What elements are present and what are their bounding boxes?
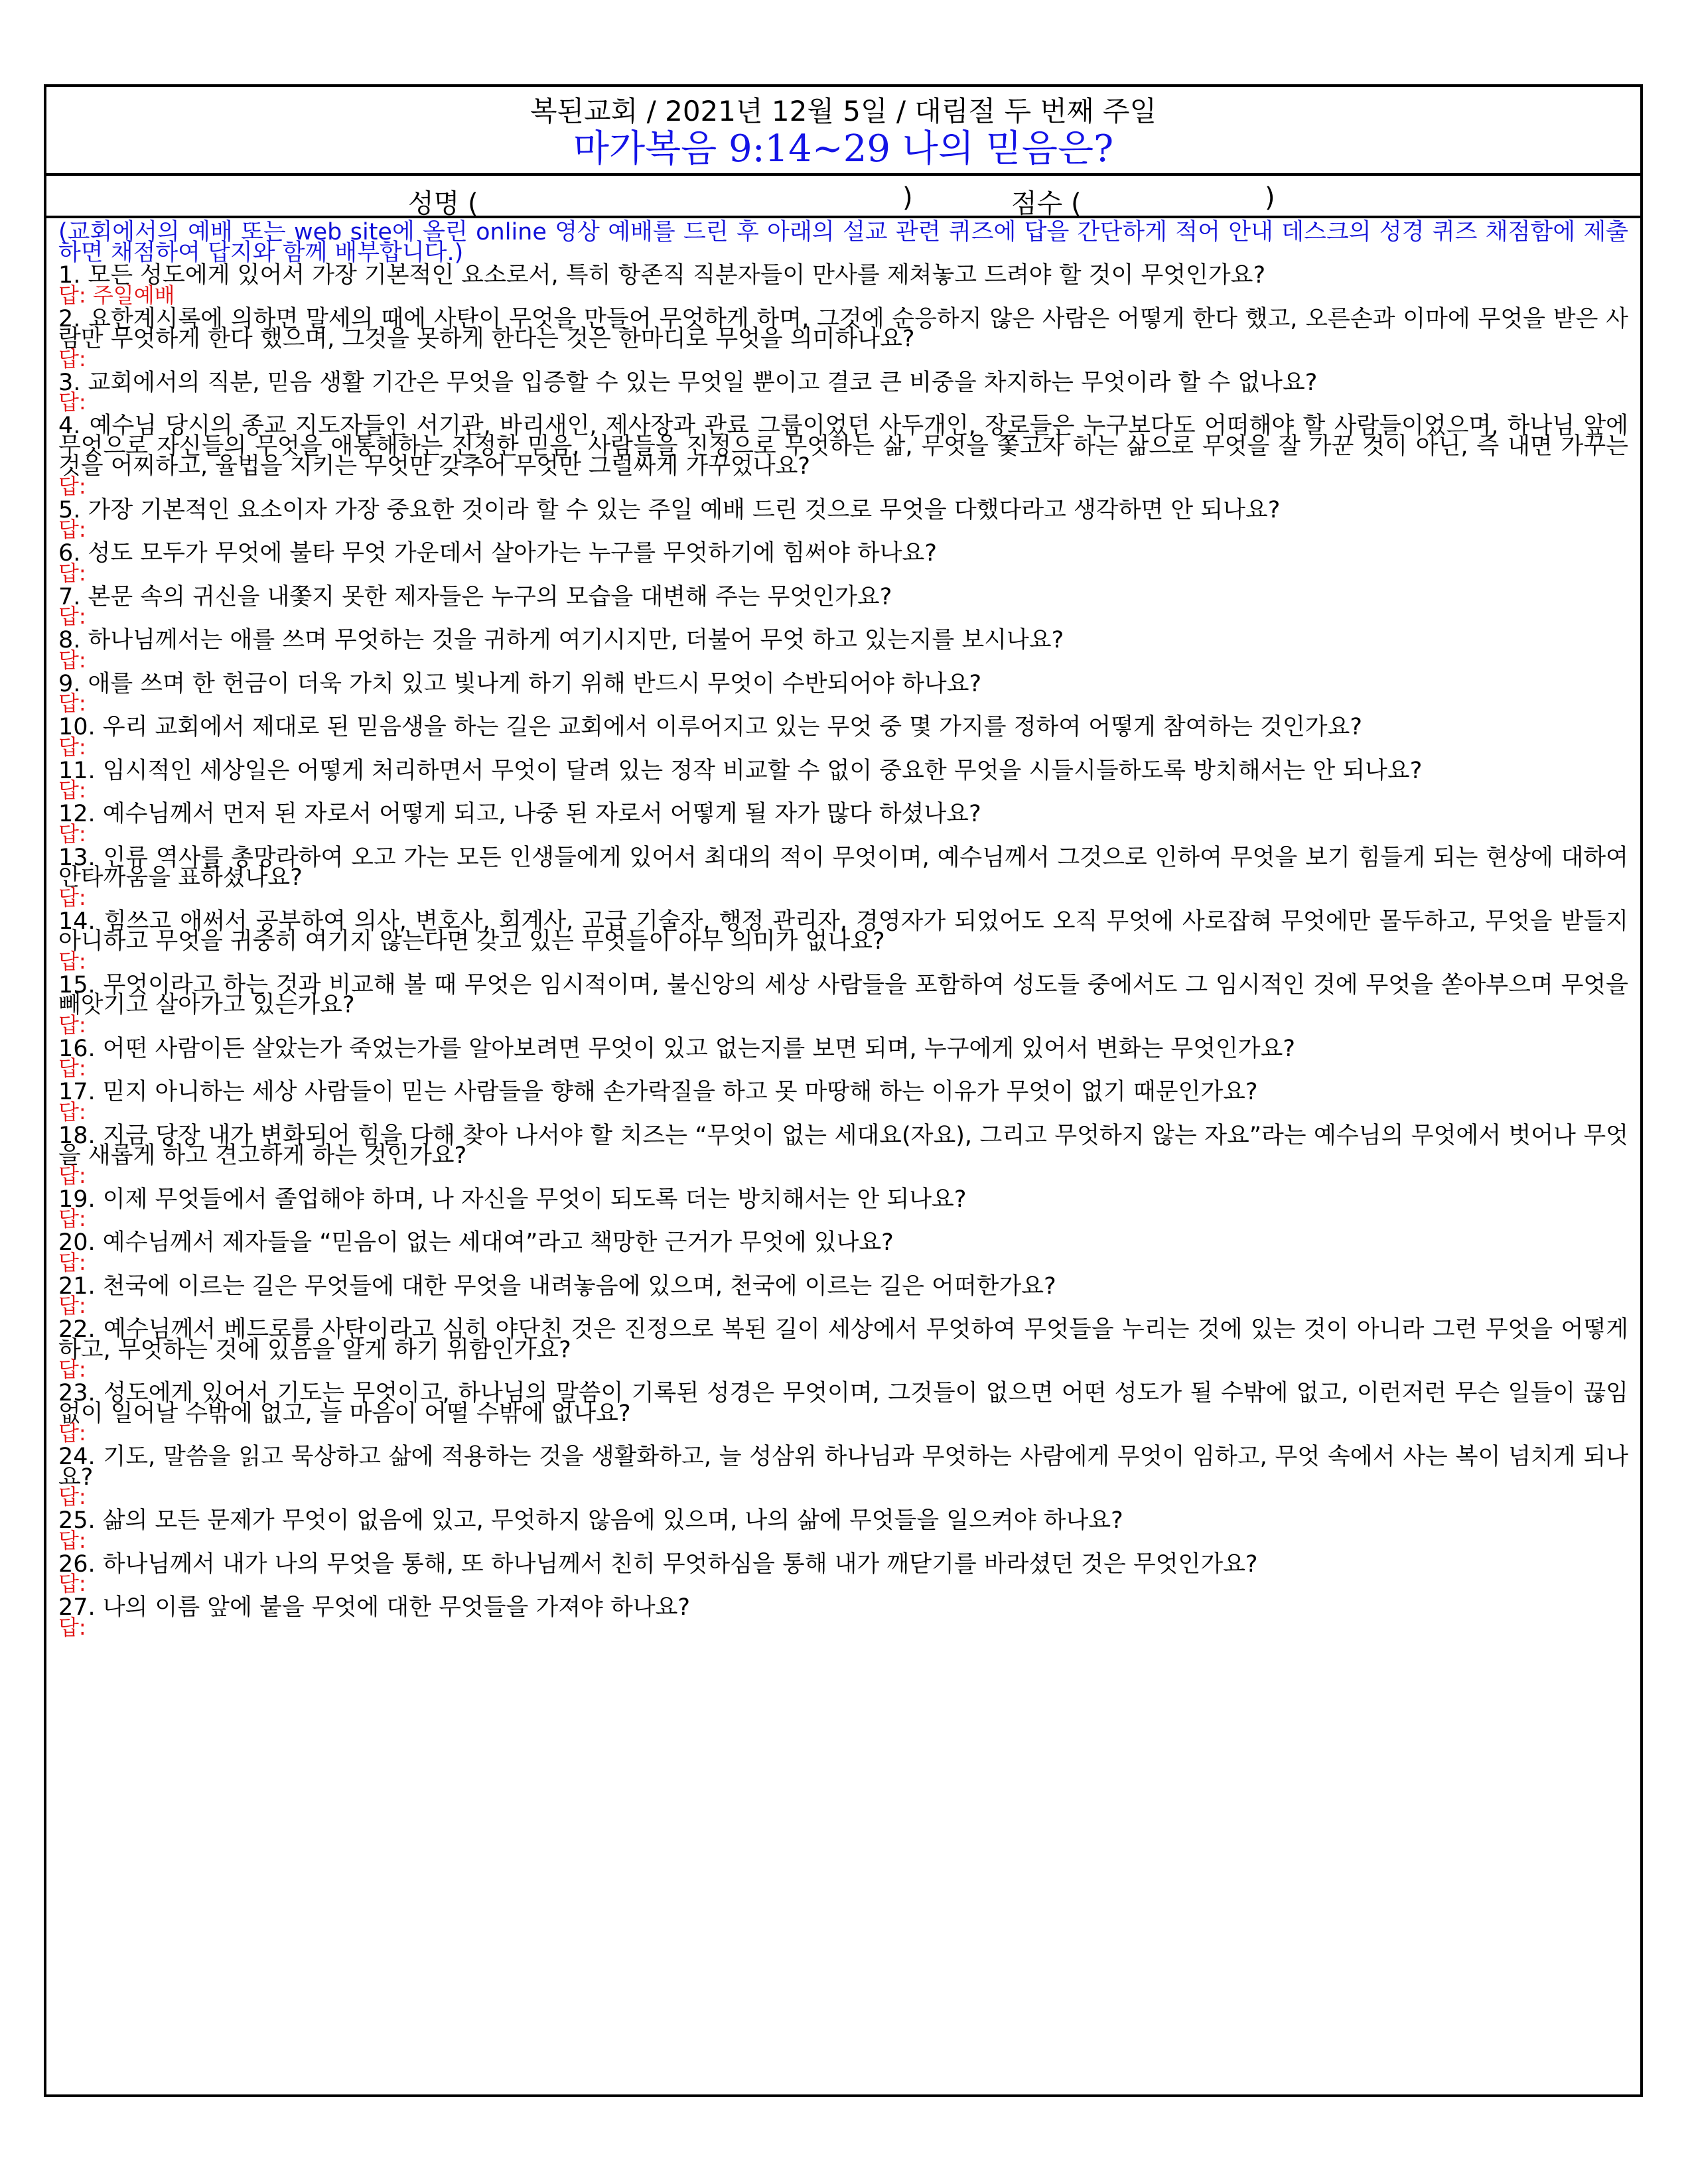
answer-16[interactable]: 답: bbox=[58, 1056, 86, 1081]
question-16: 16. 어떤 사람이든 살았는가 죽었는가를 알아보려면 무엇이 있고 없는지를 보면 되며, 누구에게 있어서 변화는 무엇인가요? bbox=[58, 1035, 1296, 1062]
question-22: 22. 예수님께서 베드로를 사탄이라고 심히 야단친 것은 진정으로 복된 길이 세상에서 무엇하여 무엇들을 누리는 것에 있는 것이 아니라 그런 무엇을 어떻게 하고, 무엇하는 것에 있음을 알게 하기 위함인가요? bbox=[58, 1316, 1628, 1363]
answer-17[interactable]: 답: bbox=[58, 1099, 86, 1125]
answer-12[interactable]: 답: bbox=[58, 821, 86, 847]
instructions: (교회에서의 예배 또는 web site에 올린 online 영상 예배를 드린 후 아래의 설교 관련 퀴즈에 답을 간단하게 적어 안내 데스크의 성경 퀴즈 채점함에 제출하면 채점하여 답지와 함께 배부합니다.) bbox=[58, 219, 1628, 266]
answer-14[interactable]: 답: bbox=[58, 948, 86, 974]
answer-13[interactable]: 답: bbox=[58, 884, 86, 910]
church-date-line: 복된교회 / 2021년 12월 5일 / 대림절 두 번째 주일 bbox=[529, 95, 1157, 127]
answer-9[interactable]: 답: bbox=[58, 691, 86, 716]
question-2: 2. 요한계시록에 의하면 말세의 때에 사탄이 무엇을 만들어 무엇하게 하며, 그것에 순응하지 않은 사람은 어떻게 한다 했고, 오른손과 이마에 무엇을 받은 사람만 무엇하게 한다 했으며, 그것을 못하게 한다는 것은 한마디로 무엇을 의미하나요? bbox=[58, 305, 1628, 352]
answer-23[interactable]: 답: bbox=[58, 1420, 86, 1446]
answer-22[interactable]: 답: bbox=[58, 1357, 86, 1382]
answer-11[interactable]: 답: bbox=[58, 778, 86, 803]
quiz-sheet bbox=[44, 84, 1643, 2097]
page-title: 마가복음 9:14~29 나의 믿음은? bbox=[573, 127, 1114, 171]
name-score-row bbox=[46, 176, 1640, 218]
question-19: 19. 이제 무엇들에서 졸업해야 하며, 나 자신을 무엇이 되도록 더는 방치해서는 안 되나요? bbox=[58, 1186, 967, 1213]
question-15: 15. 무엇이라고 하는 것과 비교해 볼 때 무엇은 임시적이며, 불신앙의 세상 사람들을 포함하여 성도들 중에서도 그 임시적인 것에 무엇을 쏟아부으며 무엇을 빼앗기고 살아가고 있는가요? bbox=[58, 971, 1628, 1018]
question-17: 17. 믿지 아니하는 세상 사람들이 믿는 사람들을 향해 손가락질을 하고 못 마땅해 하는 이유가 무엇이 없기 때문인가요? bbox=[58, 1079, 1258, 1105]
answer-25[interactable]: 답: bbox=[58, 1527, 86, 1553]
question-20: 20. 예수님께서 제자들을 “믿음이 없는 세대여”라고 책망한 근거가 무엇에 있나요? bbox=[58, 1229, 894, 1256]
name-label: 성명 ( bbox=[408, 188, 478, 219]
answer-8[interactable]: 답: bbox=[58, 647, 86, 673]
question-27: 27. 나의 이름 앞에 붙을 무엇에 대한 무엇들을 가져야 하나요? bbox=[58, 1594, 690, 1621]
answer-6[interactable]: 답: bbox=[58, 560, 86, 586]
answer-5[interactable]: 답: bbox=[58, 517, 86, 542]
answer-26[interactable]: 답: bbox=[58, 1571, 86, 1596]
answer-1[interactable]: 답: 주일예배 bbox=[58, 282, 175, 308]
answer-27[interactable]: 답: bbox=[58, 1614, 86, 1640]
answer-24[interactable]: 답: bbox=[58, 1484, 86, 1509]
answer-4[interactable]: 답: bbox=[58, 473, 86, 499]
name-close: ) bbox=[902, 182, 913, 213]
answer-21[interactable]: 답: bbox=[58, 1293, 86, 1318]
question-26: 26. 하나님께서 내가 나의 무엇을 통해, 또 하나님께서 친히 무엇하심을 통해 내가 깨닫기를 바라셨던 것은 무엇인가요? bbox=[58, 1550, 1258, 1578]
header bbox=[46, 87, 1640, 176]
quiz-body bbox=[46, 218, 1640, 1640]
answer-10[interactable]: 답: bbox=[58, 734, 86, 760]
question-9: 9. 애를 쓰며 한 헌금이 더욱 가치 있고 빛나게 하기 위해 반드시 무엇이 수반되어야 하나요? bbox=[58, 670, 982, 697]
question-3: 3. 교회에서의 직분, 믿음 생활 기간은 무엇을 입증할 수 있는 무엇일 뿐이고 결코 큰 비중을 차지하는 무엇이라 할 수 없나요? bbox=[58, 369, 1318, 396]
question-8: 8. 하나님께서는 애를 쓰며 무엇하는 것을 귀하게 여기시지만, 더불어 무엇 하고 있는지를 보시나요? bbox=[58, 627, 1064, 653]
question-11: 11. 임시적인 세상일은 어떻게 처리하면서 무엇이 달려 있는 정작 비교할 수 없이 중요한 무엇을 시들시들하도록 방치해서는 안 되나요? bbox=[58, 757, 1423, 784]
question-10: 10. 우리 교회에서 제대로 된 믿음생을 하는 길은 교회에서 이루어지고 있는 무엇 중 몇 가지를 정하여 어떻게 참여하는 것인가요? bbox=[58, 714, 1363, 740]
answer-18[interactable]: 답: bbox=[58, 1162, 86, 1188]
question-18: 18. 지금 당장 내가 변화되어 힘을 다해 찾아 나서야 할 치즈는 “무엇이 없는 세대요(자요), 그리고 무엇하지 않는 자요”라는 예수님의 무엇에서 벗어나 무엇을 새롭게 하고 견고하게 하는 것인가요? bbox=[58, 1122, 1628, 1169]
answer-20[interactable]: 답: bbox=[58, 1249, 86, 1275]
question-1: 1. 모든 성도에게 있어서 가장 기본적인 요소로서, 특히 항존직 직분자들이 만사를 제쳐놓고 드려야 할 것이 무엇인가요? bbox=[58, 262, 1266, 289]
answer-15[interactable]: 답: bbox=[58, 1012, 86, 1038]
question-13: 13. 인류 역사를 총망라하여 오고 가는 모든 인생들에게 있어서 최대의 적이 무엇이며, 예수님께서 그것으로 인하여 무엇을 보기 힘들게 되는 현상에 대하여 안타까움을 표하셨나요? bbox=[58, 844, 1628, 891]
question-24: 24. 기도, 말씀을 읽고 묵상하고 삶에 적용하는 것을 생활화하고, 늘 성삼위 하나님과 무엇하는 사람에게 무엇이 임하고, 무엇 속에서 사는 복이 넘치게 되나요? bbox=[58, 1444, 1628, 1491]
question-7: 7. 본문 속의 귀신을 내쫓지 못한 제자들은 누구의 모습을 대변해 주는 무엇인가요? bbox=[58, 583, 892, 610]
question-21: 21. 천국에 이르는 길은 무엇들에 대한 무엇을 내려놓음에 있으며, 천국에 이르는 길은 어떠한가요? bbox=[58, 1272, 1056, 1300]
answer-7[interactable]: 답: bbox=[58, 604, 86, 629]
question-12: 12. 예수님께서 먼저 된 자로서 어떻게 되고, 나중 된 자로서 어떻게 될 자가 많다 하셨나요? bbox=[58, 801, 981, 827]
answer-3[interactable]: 답: bbox=[58, 389, 86, 415]
question-5: 5. 가장 기본적인 요소이자 가장 중요한 것이라 할 수 있는 주일 예배 드린 것으로 무엇을 다했다라고 생각하면 안 되나요? bbox=[58, 496, 1281, 523]
question-25: 25. 삶의 모든 문제가 무엇이 없음에 있고, 무엇하지 않음에 있으며, 나의 삶에 무엇들을 일으켜야 하나요? bbox=[58, 1507, 1123, 1534]
score-label: 점수 ( bbox=[1011, 188, 1082, 219]
question-23: 23. 성도에게 있어서 기도는 무엇이고, 하나님의 말씀이 기록된 성경은 무엇이며, 그것들이 없으면 어떤 성도가 될 수밖에 없고, 이런저런 무슨 일들이 끊임없이 일어날 수밖에 없고, 늘 마음이 어떨 수밖에 없나요? bbox=[58, 1380, 1628, 1427]
answer-2[interactable]: 답: bbox=[58, 346, 86, 372]
question-14: 14. 힘쓰고 애써서 공부하여 의사, 변호사, 회계사, 고급 기술자, 행정 관리자, 경영자가 되었어도 오직 무엇에 사로잡혀 무엇에만 몰두하고, 무엇을 받들지 아니하고 무엇을 귀중히 여기지 않는다면 갖고 있는 무엇들이 아무 의미가 없나요? bbox=[58, 908, 1628, 955]
answer-19[interactable]: 답: bbox=[58, 1206, 86, 1231]
score-close: ) bbox=[1265, 182, 1275, 213]
question-4: 4. 예수님 당시의 종교 지도자들인 서기관, 바리새인, 제사장과 관료 그룹이었던 사두개인, 장로들은 누구보다도 어떠해야 할 사람들이었으며, 하나님 앞에 무엇으로 자신들의 무엇을 애통해하는 진정한 믿음, 사람들을 진정으로 무엇하는 삶, 무엇을 쫓고자 하는 삶으로 무엇을 잘 가꾼 것이 아닌, 즉 내면 가꾸는 것을 어찌하고, 율법을 지키는 무엇만 갖추어 무엇만 그럴싸게 가꾸었나요? bbox=[58, 413, 1628, 480]
question-6: 6. 성도 모두가 무엇에 불타 무엇 가운데서 살아가는 누구를 무엇하기에 힘써야 하나요? bbox=[58, 540, 937, 567]
